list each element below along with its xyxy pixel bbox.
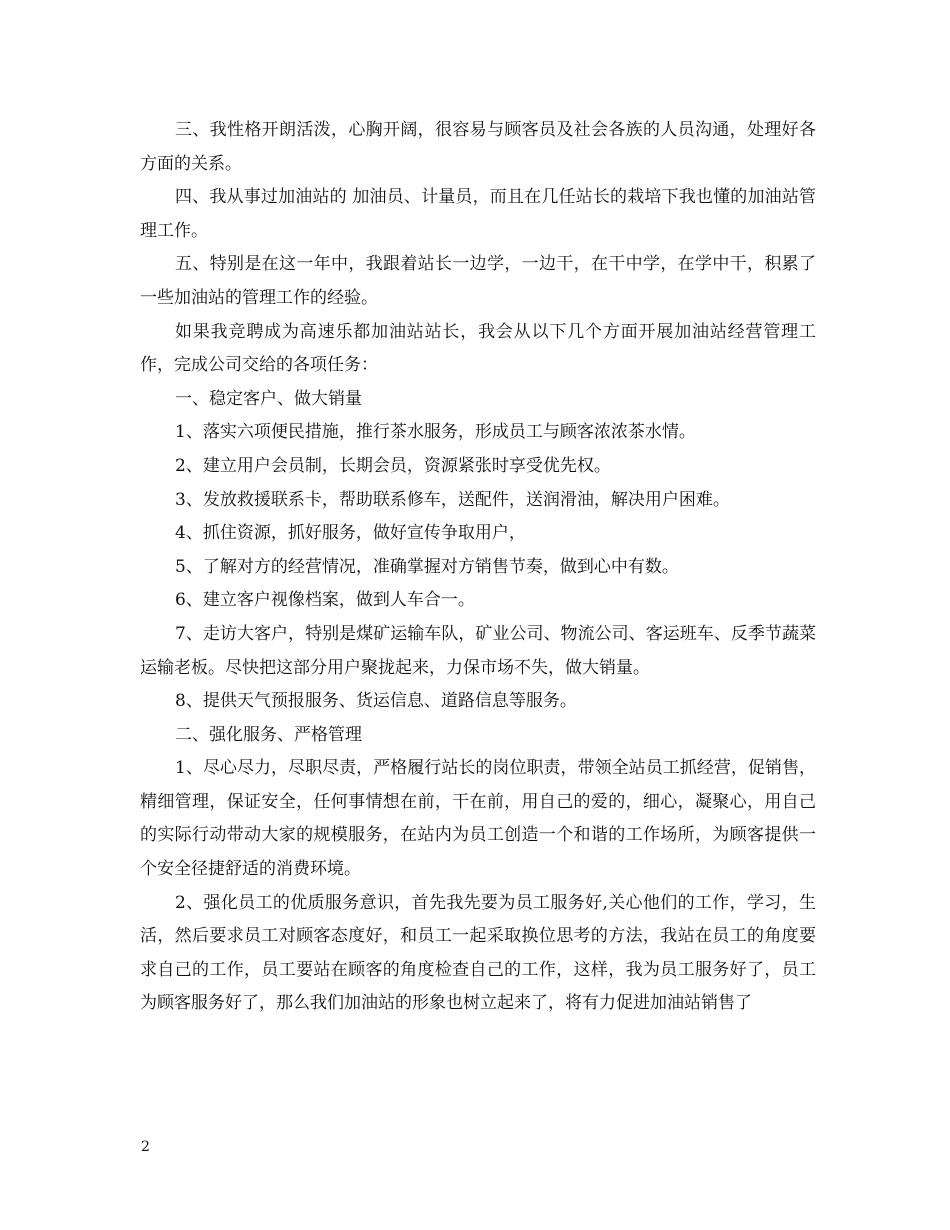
document-body [140, 114, 816, 1021]
list-item: 3、发放救援联系卡，帮助联系修车，送配件，送润滑油，解决用户困难。 [175, 489, 730, 510]
list-item: 1、尽心尽力，尽职尽责，严格履行站长的岗位职责，带领全站员工抓经营，促销售，精细管理，保证安全，任何事情想在前，干在前，用自己的爱的，细心，凝聚心，用自己的实际行动带动大家的规模服务，在站内为员工创造一个和谐的工作场所，为顾客提供一个安全径捷舒适的消费环境。 [140, 758, 816, 880]
list-item: 6、建立客户视像档案，做到人车合一。 [175, 590, 475, 611]
list-item: 2、强化员工的优质服务意识，首先我先要为员工服务好,关心他们的工作，学习，生活，然后要求员工对顾客态度好，和员工一起采取换位思考的方法，我站在员工的角度要求自己的工作，员工要站在顾客的角度检查自己的工作，这样，我为员工服务好了，员工为顾客服务好了，那么我们加油站的形象也树立起来了，将有力促进加油站销售了 [140, 892, 816, 1014]
section-heading: 二、强化服务、严格管理 [175, 724, 362, 745]
list-item: 5、了解对方的经营情况，准确掌握对方销售节奏，做到心中有数。 [175, 556, 679, 577]
list-item: 4、抓住资源，抓好服务，做好宣传争取用户， [175, 523, 526, 544]
list-item: 2、建立用户会员制，长期会员，资源紧张时享受优先权。 [175, 455, 611, 476]
paragraph: 如果我竞聘成为高速乐都加油站站长，我会从以下几个方面开展加油站经营管理工作，完成公司交给的各项任务： [140, 321, 816, 376]
section-heading: 一、稳定客户、做大销量 [175, 388, 362, 409]
list-item: 7、走访大客户，特别是煤矿运输车队，矿业公司、物流公司、客运班车、反季节蔬菜运输老板。尽快把这部分用户聚拢起来，力保市场不失，做大销量。 [140, 623, 816, 678]
list-item: 1、落实六项便民措施，推行茶水服务，形成员工与顾客浓浓茶水情。 [175, 422, 696, 443]
list-item: 8、提供天气预报服务、货运信息、道路信息等服务。 [175, 691, 577, 712]
paragraph: 四、我从事过加油站的 加油员、计量员，而且在几任站长的栽培下我也懂的加油站管理工作。 [140, 187, 816, 241]
page-number: 2 [141, 1139, 150, 1155]
paragraph: 五、特别是在这一年中，我跟着站长一边学，一边干，在干中学，在学中干，积累了一些加油站的管理工作的经验。 [140, 254, 816, 308]
paragraph: 三、我性格开朗活泼，心胸开阔，很容易与顾客员及社会各族的人员沟通，处理好各方面的关系。 [140, 120, 816, 174]
